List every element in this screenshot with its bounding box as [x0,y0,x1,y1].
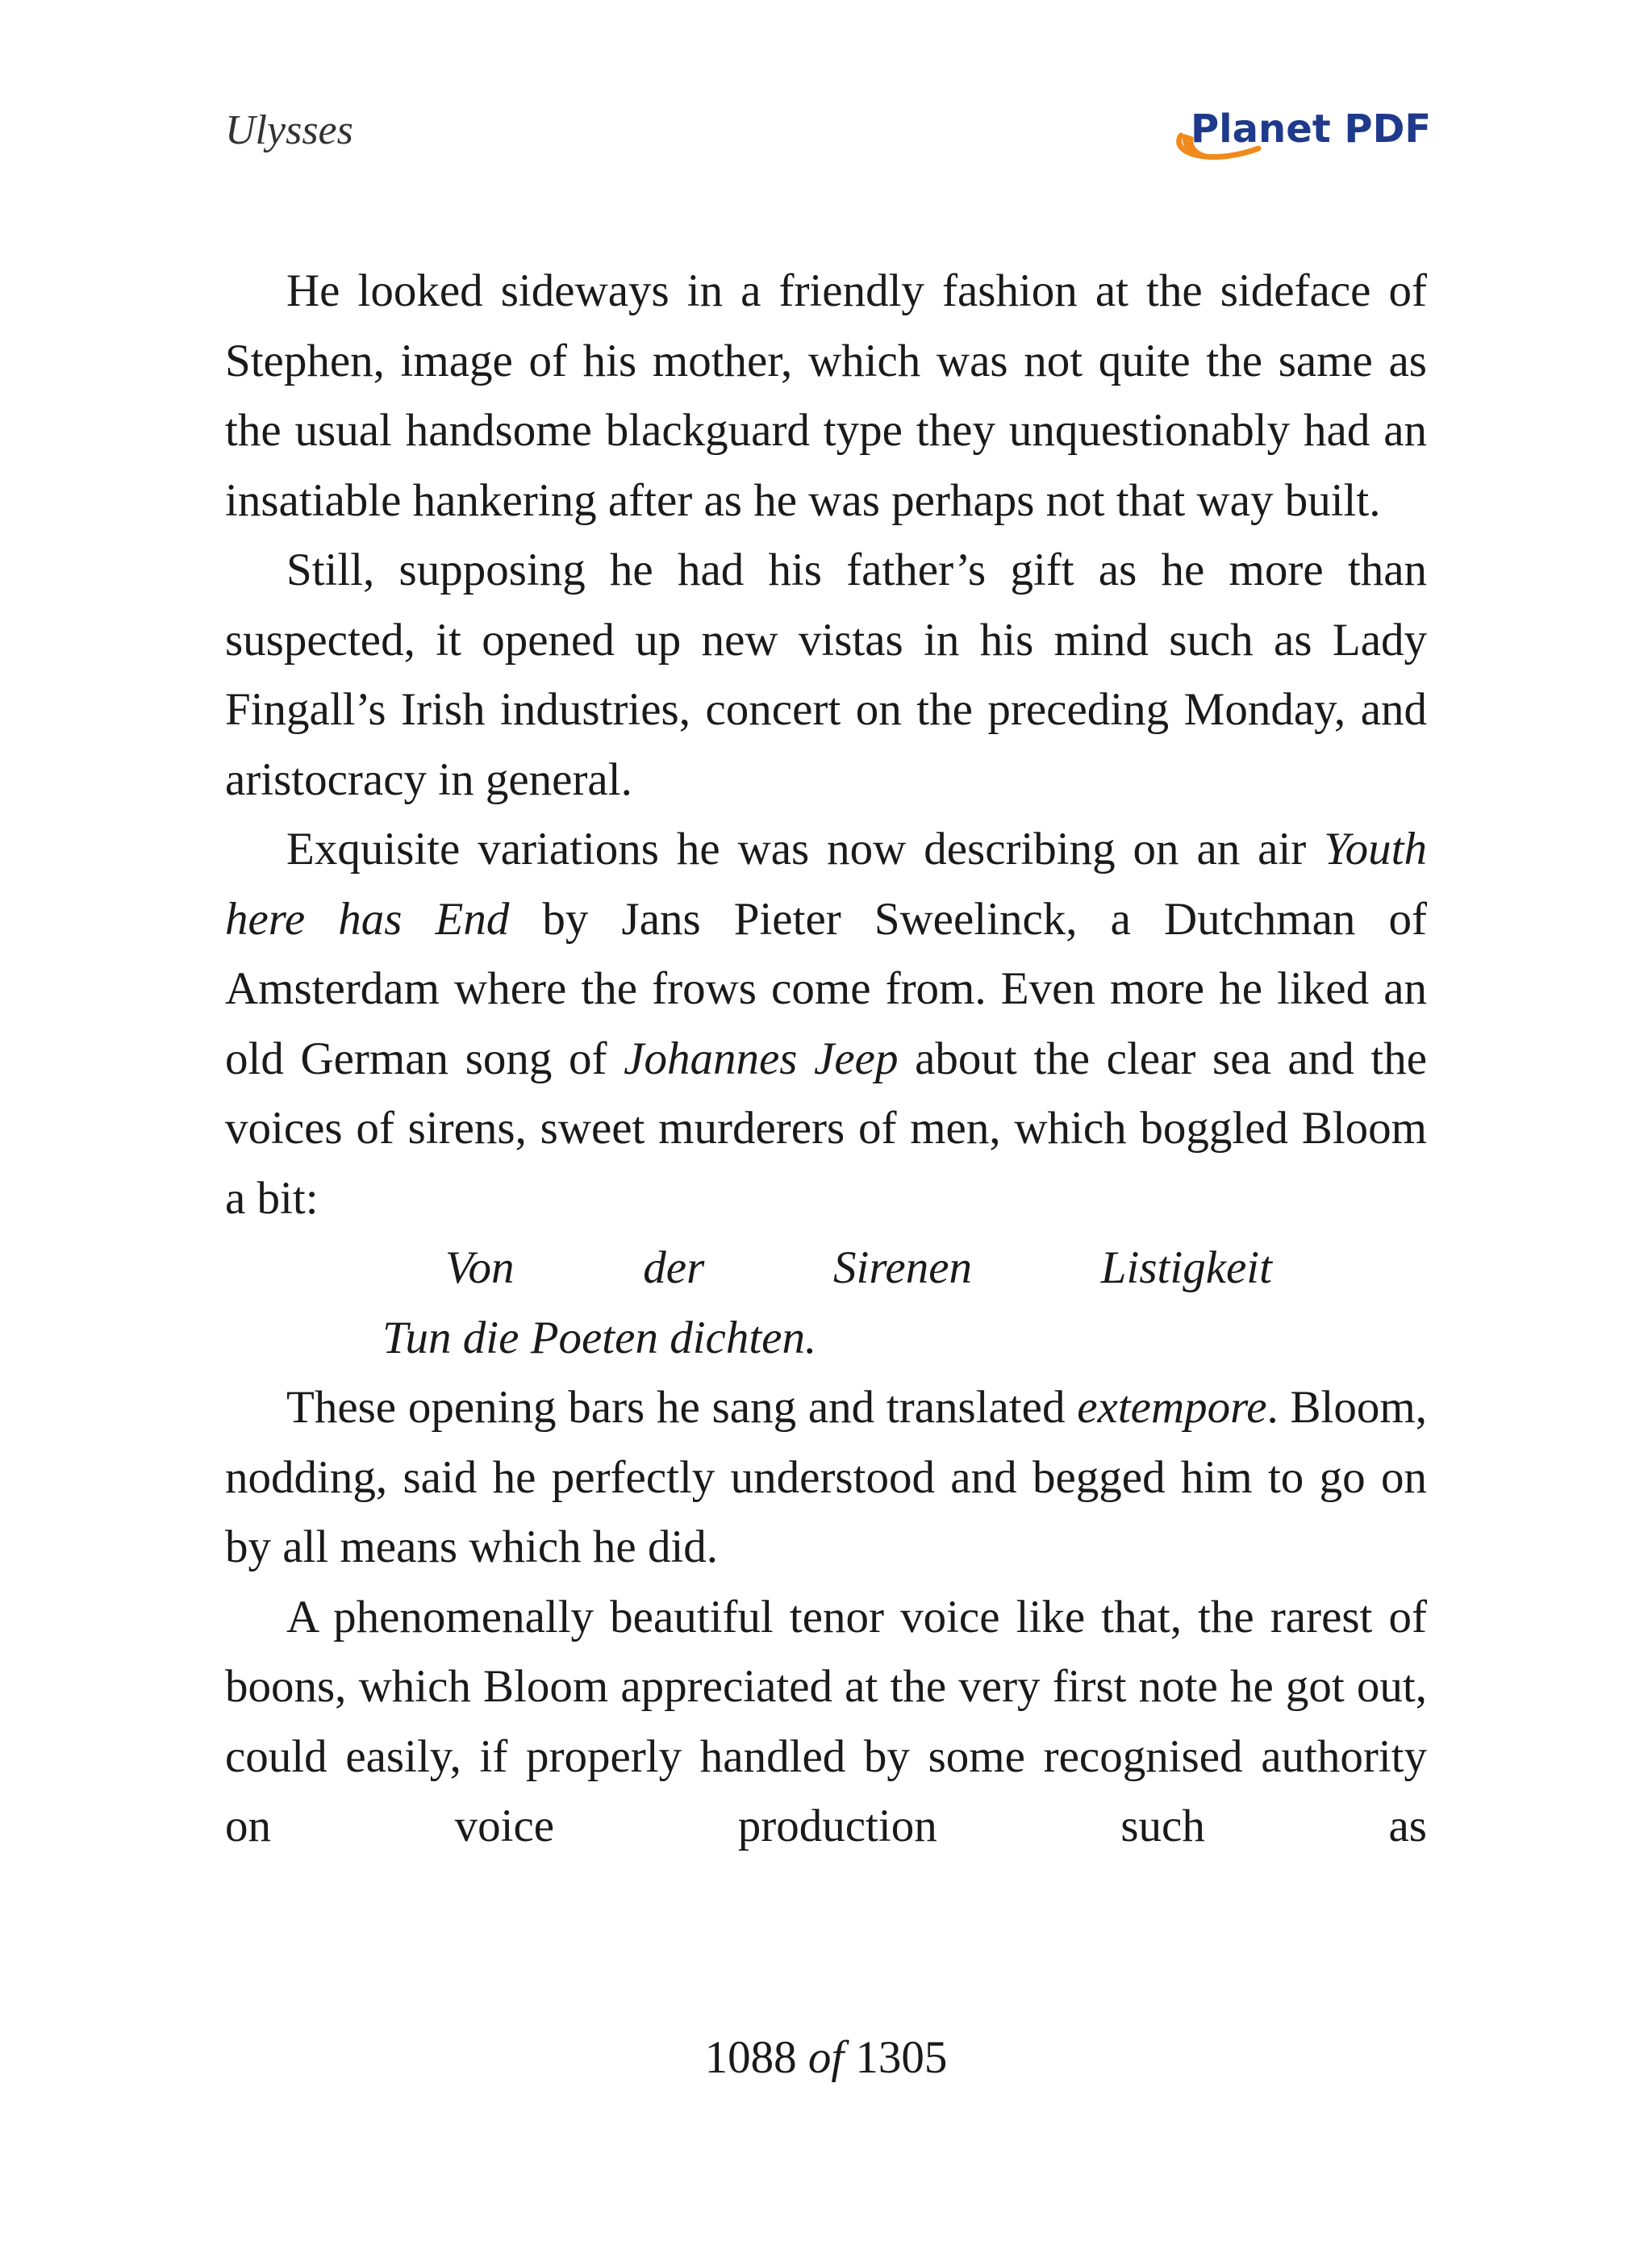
verse-word: Von [445,1242,515,1293]
total-pages: 1305 [855,2032,948,2083]
verse-line [225,1233,1427,1304]
logo-text: Planet PDF [1191,106,1432,152]
paragraph-text: . Bloom, nodding, said he perfectly understood and begged him to go on by all means which he did. [225,1382,1427,1572]
paragraph-text: Exquisite variations he was now describing on an air [286,824,1325,874]
paragraph [225,815,1427,1233]
of-label: of [807,2032,845,2083]
verse-word: Listigkeit [1100,1242,1272,1293]
verse-line: Tun die Poeten dichten. [382,1312,817,1363]
book-title: Ulysses [225,107,353,153]
verse-word: Sirenen [833,1242,973,1293]
paragraph: A phenomenally beautiful tenor voice like that, the rarest of boons, which Bloom appreciated at the very first note he got out, could easily, if properly handled by some recognised authority on voice production such as [225,1591,1427,1851]
paragraph-text: These opening bars he sang and translated [286,1382,1078,1433]
paragraph-text: about the clear sea and the voices of sirens, sweet murderers of men, which boggled Bloom a bit: [225,1033,1427,1224]
italic-term: extempore [1077,1382,1267,1433]
verse-word: der [643,1242,705,1293]
current-page: 1088 [704,2032,797,2083]
song-title: Youth here has End [225,824,1427,945]
paragraph: He looked sideways in a friendly fashion at the sideface of Stephen, image of his mother, which was not quite the same as the usual handsome blackguard type they unquestionably had an insatiable hankering after as he was perhaps not that way built. [225,265,1427,526]
page-body [225,257,1427,1862]
paragraph: Still, supposing he had his father’s gift as he more than suspected, it opened up new vistas in his mind such as Lady Fingall’s Irish industries, concert on the preceding Monday, and aristocracy in general. [225,545,1427,805]
paragraph [225,1373,1427,1583]
composer-name: Johannes Jeep [624,1033,899,1084]
paragraph-text: by Jans Pieter Sweelinck, a Dutchman of Amsterdam where the frows come from. Even more he liked an old German song of [225,893,1427,1084]
page-number [0,2031,1652,2084]
planet-pdf-logo [1170,95,1432,168]
